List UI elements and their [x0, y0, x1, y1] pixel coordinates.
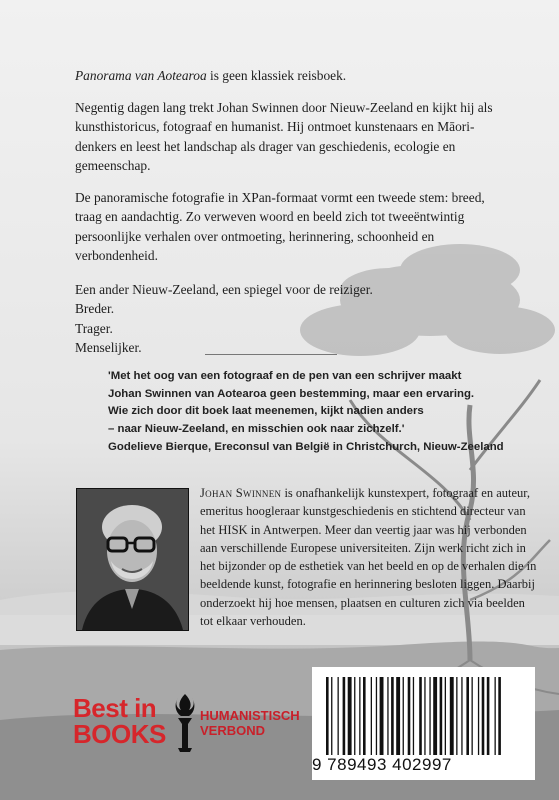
- intro-paragraph-1: Panorama van Aotearoa is geen klassiek reisboek.: [75, 68, 347, 83]
- tagline-word: Menselijker.: [75, 340, 142, 355]
- barcode-bar: [450, 677, 454, 755]
- author-photo: [77, 489, 188, 630]
- barcode-bar: [371, 677, 372, 755]
- barcode-bar: [408, 677, 411, 755]
- barcode-bar: [363, 677, 366, 755]
- barcode-bar: [326, 677, 329, 755]
- barcode-bar: [466, 677, 469, 755]
- author-portrait: [76, 488, 189, 631]
- barcode-bar: [376, 677, 377, 755]
- isbn-number: 9 789493 402997: [312, 755, 452, 774]
- hv-line-2: VERBOND: [200, 723, 266, 738]
- barcode-bar: [433, 677, 437, 755]
- barcode-bar: [396, 677, 400, 755]
- author-bio: [200, 484, 540, 630]
- intro-paragraph-2: Negentig dagen lang trekt Johan Swinnen door Nieuw-Zeeland en kijkt hij als kunsthistoricus, fotograaf en humanist. Hij ontmoet kunstenaars en Māori-denkers en leest het landschap als drager van geschiedenis, ecologie en gemeenschap.: [75, 99, 493, 173]
- book-title: Panorama van Aotearoa: [75, 68, 207, 83]
- barcode-bar: [413, 677, 414, 755]
- barcode-bar: [429, 677, 430, 755]
- barcode-bar: [445, 677, 446, 755]
- best-in-books-logo: Best in BOOKS: [73, 693, 166, 749]
- tagline: Een ander Nieuw-Zeeland, een spiegel voor de reiziger.: [75, 281, 373, 297]
- quote-line: Wie zich door dit boek laat meenemen, kijkt nadien anders: [108, 405, 424, 418]
- barcode-bar: [487, 677, 490, 755]
- barcode-bar: [343, 677, 346, 755]
- barcode-bar: [354, 677, 355, 755]
- barcode-bar: [424, 677, 425, 755]
- quote-line: 'Met het oog van een fotograaf en de pen van een schrijver maakt: [108, 370, 462, 382]
- barcode-bar: [482, 677, 485, 755]
- barcode-bar: [391, 677, 394, 755]
- barcode-bar: [456, 677, 457, 755]
- hv-line-1: HUMANISTISCH: [200, 708, 300, 723]
- barcode-bar: [478, 677, 479, 755]
- tagline-word: Breder.: [75, 301, 115, 316]
- barcode-bar: [419, 677, 422, 755]
- quote-attribution: Godelieve Bierque, Ereconsul van België in Christchurch, Nieuw-Zeeland: [108, 440, 504, 453]
- barcode-bar: [331, 677, 332, 755]
- barcode-bar: [461, 677, 462, 755]
- tagline-word: Trager.: [75, 320, 113, 336]
- barcode-bar: [359, 677, 360, 755]
- barcode-bar: [495, 677, 496, 755]
- humanistisch-verbond-logo: [172, 688, 312, 758]
- barcode-bar: [498, 677, 501, 755]
- isbn-barcode: [312, 667, 535, 780]
- endorsement-quote: [108, 368, 528, 457]
- intro-paragraph-3: De panoramische fotografie in XPan-formaat vormt een tweede stem: breed, traag en aandachtig. Zo verweven woord en beeld zich tot tweeëntwintig persoonlijke verhalen over ontmoeting, herinnering, schoonheid en verbondenheid.: [75, 189, 485, 263]
- quote-line: – naar Nieuw-Zeeland, en misschien ook naar zichzelf.': [108, 423, 405, 436]
- barcode-bar: [403, 677, 404, 755]
- barcode-bar: [348, 677, 352, 755]
- barcode-bar: [338, 677, 339, 755]
- author-name: Johan Swinnen: [200, 486, 282, 500]
- barcode-bar: [472, 677, 473, 755]
- barcode-bar: [440, 677, 443, 755]
- torch-icon: [172, 688, 198, 758]
- barcode-bar: [387, 677, 388, 755]
- divider: [205, 354, 337, 355]
- quote-line: Johan Swinnen van Aotearoa geen bestemming, maar een ervaring.: [108, 387, 475, 400]
- barcode-bars: [312, 667, 535, 759]
- intro-text: [75, 66, 495, 370]
- bio-text: is onafhankelijk kunstexpert, fotograaf en auteur, emeritus hoogleraar kunstgeschiedenis en stichtend directeur van het HISK in Antwerpen. Meer dan veertig jaar was hij verbonden aan verschillende Europese universiteiten. Zijn werk richt zich in het bijzonder op de esthetiek van het beeld en op de verhalen die in beeldende kunst, fotografie en herinnering besloten liggen. Daarbij onderzoekt hij hoe mensen, plaatsen en culturen zich via beelden tot elkaar verhouden.: [200, 486, 537, 629]
- barcode-bar: [380, 677, 384, 755]
- intro-paragraph-4: [75, 280, 495, 358]
